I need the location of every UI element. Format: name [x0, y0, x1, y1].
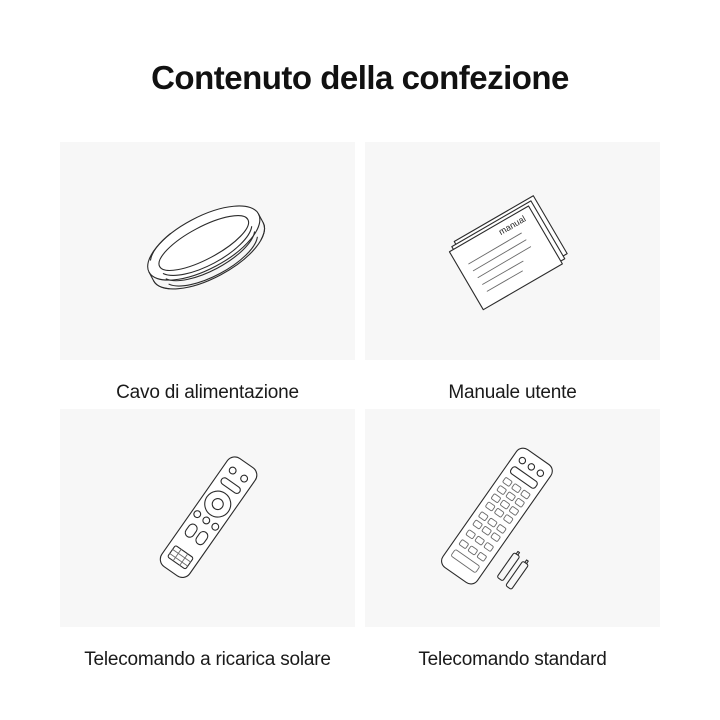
power-cable-thumbnail — [60, 142, 355, 360]
contents-grid — [60, 98, 660, 673]
standard-remote-thumbnail — [365, 409, 660, 627]
user-manual-booklet-icon — [423, 176, 603, 326]
content-item-caption: Cavo di alimentazione — [116, 381, 299, 403]
power-cable-coil-icon — [113, 176, 303, 326]
content-item-caption: Telecomando standard — [418, 649, 607, 671]
solar-remote-control-icon — [123, 433, 293, 603]
content-item-solar-remote — [60, 409, 355, 673]
content-item-standard-remote — [365, 409, 660, 673]
content-item-caption: Manuale utente — [448, 381, 577, 403]
user-manual-thumbnail — [365, 142, 660, 360]
booklet-label: manual — [496, 213, 527, 237]
page-title: Contenuto della confezione — [151, 59, 569, 96]
solar-remote-thumbnail — [60, 409, 355, 627]
content-item-power-cable — [60, 142, 355, 406]
standard-remote-control-icon — [413, 433, 613, 603]
content-item-user-manual — [365, 142, 660, 406]
content-item-caption: Telecomando a ricarica solare — [84, 649, 331, 671]
